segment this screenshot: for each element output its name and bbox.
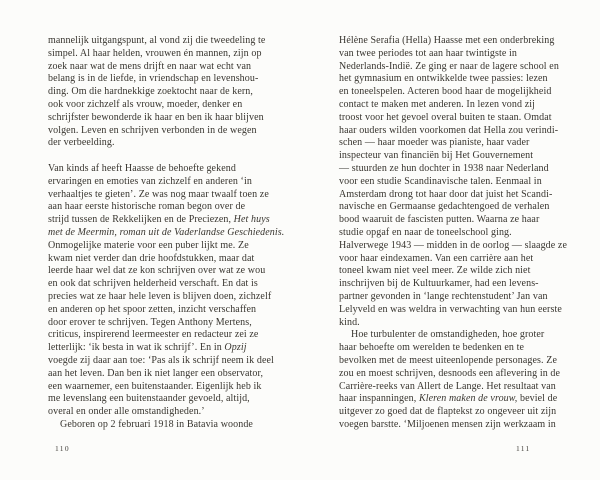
text-line: toneel kwam niet veel meer. Ze wilde zich niet xyxy=(339,265,531,277)
text-line: ding. Om die hardnekkige zoektocht naar de kern, xyxy=(48,86,254,98)
text-line: uitgever zo goed dat de flaptekst zo ongeveer uit zijn xyxy=(339,406,557,418)
text-line: letterlijk: ‘ik besta in wat ik schrijf’. En in Opzij xyxy=(48,342,247,354)
text-line: en anderen op het spoor zetten, inzicht verschaffen xyxy=(48,303,257,315)
text-line: het gymnasium en ontwikkelde twee passies: lezen xyxy=(339,73,548,85)
page-number-right: 111 xyxy=(516,444,531,453)
text-line: zoek naar wat de mens drijft en naar wat echt van xyxy=(48,60,252,72)
text-line: troost voor het gevoel overal buiten te staan. Omdat xyxy=(339,111,552,123)
text-line: navische en Germaanse gedachtengoed de verhalen xyxy=(339,201,550,213)
text-line: studie opgaf en naar de toneelschool ging. xyxy=(339,226,512,238)
text-line: simpel. Al haar helden, vrouwen én mannen, zijn op xyxy=(48,47,262,59)
text-line: voegen barstte. ‘Miljoenen mensen zijn werkzaam in xyxy=(339,418,556,430)
text-line: me levenslang een buitenstaander gevoeld, altijd, xyxy=(48,393,250,405)
text-line: Geboren op 2 februari 1918 in Batavia woonde xyxy=(60,418,253,430)
text-line: overal en onder alle omstandigheden.’ xyxy=(48,406,205,418)
text-line: aan het leven. Dan ben ik niet langer een observator, xyxy=(48,367,264,379)
text-line: door erover te schrijven. Tegen Anthony Mertens, xyxy=(48,316,252,328)
text-line: schrijfster bewonderde ik haar en ben ik haar blijven xyxy=(48,111,264,123)
text-line: schen — haar moeder was pianiste, haar vader xyxy=(339,137,530,149)
text-line: belang is in de liefde, in vriendschap en levenshou- xyxy=(48,73,259,85)
text-line: ervaringen en emoties van zichzelf en anderen ‘in xyxy=(48,175,252,187)
text-line: kind. xyxy=(339,316,360,328)
text-line: Hélène Serafia (Hella) Haasse met een onderbreking xyxy=(339,35,555,46)
text-line: bood waaruit de fascisten putten. Waarna ze haar xyxy=(339,214,540,226)
text-line: Halverwege 1943 — midden in de oorlog — slaagde ze xyxy=(339,239,567,251)
text-line: met de Meermin, roman uit de Vaderlandse Geschiedenis. xyxy=(48,226,285,238)
text-line: verhaaltjes te gieten’. Ze was nog maar twaalf toen ze xyxy=(48,188,269,200)
text-line: contact te maken met anderen. In lezen vond zij xyxy=(339,98,536,110)
text-line: ook voor zichzelf als vrouw, moeder, denker en xyxy=(48,98,243,110)
text-line: der verbeelding. xyxy=(48,137,115,149)
text-line: — stuurden ze hun dochter in 1938 naar Nederland xyxy=(339,162,549,174)
text-line: voegde zij daar aan toe: ‘Pas als ik schrijf neem ik deel xyxy=(48,354,274,366)
text-line: zou en moest schrijven, desnoods een aflevering in de xyxy=(339,367,561,379)
text-line: Onmogelijke materie voor een puber lijkt me. Ze xyxy=(48,239,249,251)
text-line: strijd tussen de Rekkelijken en de Preciezen, Het huys xyxy=(48,214,270,226)
text-line: Van kinds af heeft Haasse de behoefte gekend xyxy=(48,162,236,174)
text-line: leerde haar wel dat ze kon schrijven over wat ze wou xyxy=(48,265,266,277)
text-line: haar inspanningen, Kleren maken de vrouw, beviel de xyxy=(339,393,558,405)
text-line: van twee periodes tot aan haar twintigste in xyxy=(339,47,517,59)
text-line: een waarnemer, een buitenstaander. Eigenlijk heb ik xyxy=(48,380,262,392)
text-line: Carrière-reeks van Allert de Lange. Het resultaat van xyxy=(339,380,556,392)
page-number-left: 110 xyxy=(55,444,70,453)
text-line: bevolken met de meest uiteenlopende personages. Ze xyxy=(339,354,557,366)
text-line: criticus, inspirerend leermeester en redacteur zei ze xyxy=(48,329,259,341)
text-line: voor een studie Scandinavische talen. Eenmaal in xyxy=(339,175,542,187)
text-line: Nederlands-Indië. Ze ging er naar de lagere school en xyxy=(339,60,559,72)
text-line: inschrijven bij de Kultuurkamer, had een levens- xyxy=(339,278,539,290)
text-line: volgen. Leven en schrijven verbonden in de wegen xyxy=(48,124,257,136)
text-line: mannelijk uitgangspunt, al vond zij die tweedeling te xyxy=(48,35,266,46)
text-line: kwam niet verder dan drie hoofdstukken, maar dat xyxy=(48,252,255,264)
page-right-text xyxy=(339,35,567,432)
text-line: precies wat ze haar hele leven is blijven doen, zichzelf xyxy=(48,290,272,302)
text-line xyxy=(48,150,284,163)
text-line: voor haar eindexamen. Van een carrière aan het xyxy=(339,252,534,264)
text-line: aan haar eerste historische roman begon over de xyxy=(48,201,246,213)
text-line: Amsterdam drong tot haar door dat juist het Scandi- xyxy=(339,188,553,200)
text-line: en toneelspelen. Acteren bood haar de mogelijkheid xyxy=(339,86,552,98)
text-line: haar ouders wilden voorkomen dat Hella zou verindi- xyxy=(339,124,559,136)
page-left-text xyxy=(48,35,284,432)
text-line: Hoe turbulenter de omstandigheden, hoe groter xyxy=(351,329,545,341)
text-line: en ook dat schrijven helderheid verschaft. En dat is xyxy=(48,278,258,290)
text-line: haar behoefte om werelden te bedenken en te xyxy=(339,342,525,354)
text-line: partner gevonden in ‘lange rechtenstudent’ Jan van xyxy=(339,290,548,302)
text-line: Lelyveld en was weldra in verwachting van hun eerste xyxy=(339,303,562,315)
text-line: inspecteur van financiën bij Het Gouvernement xyxy=(339,150,534,162)
